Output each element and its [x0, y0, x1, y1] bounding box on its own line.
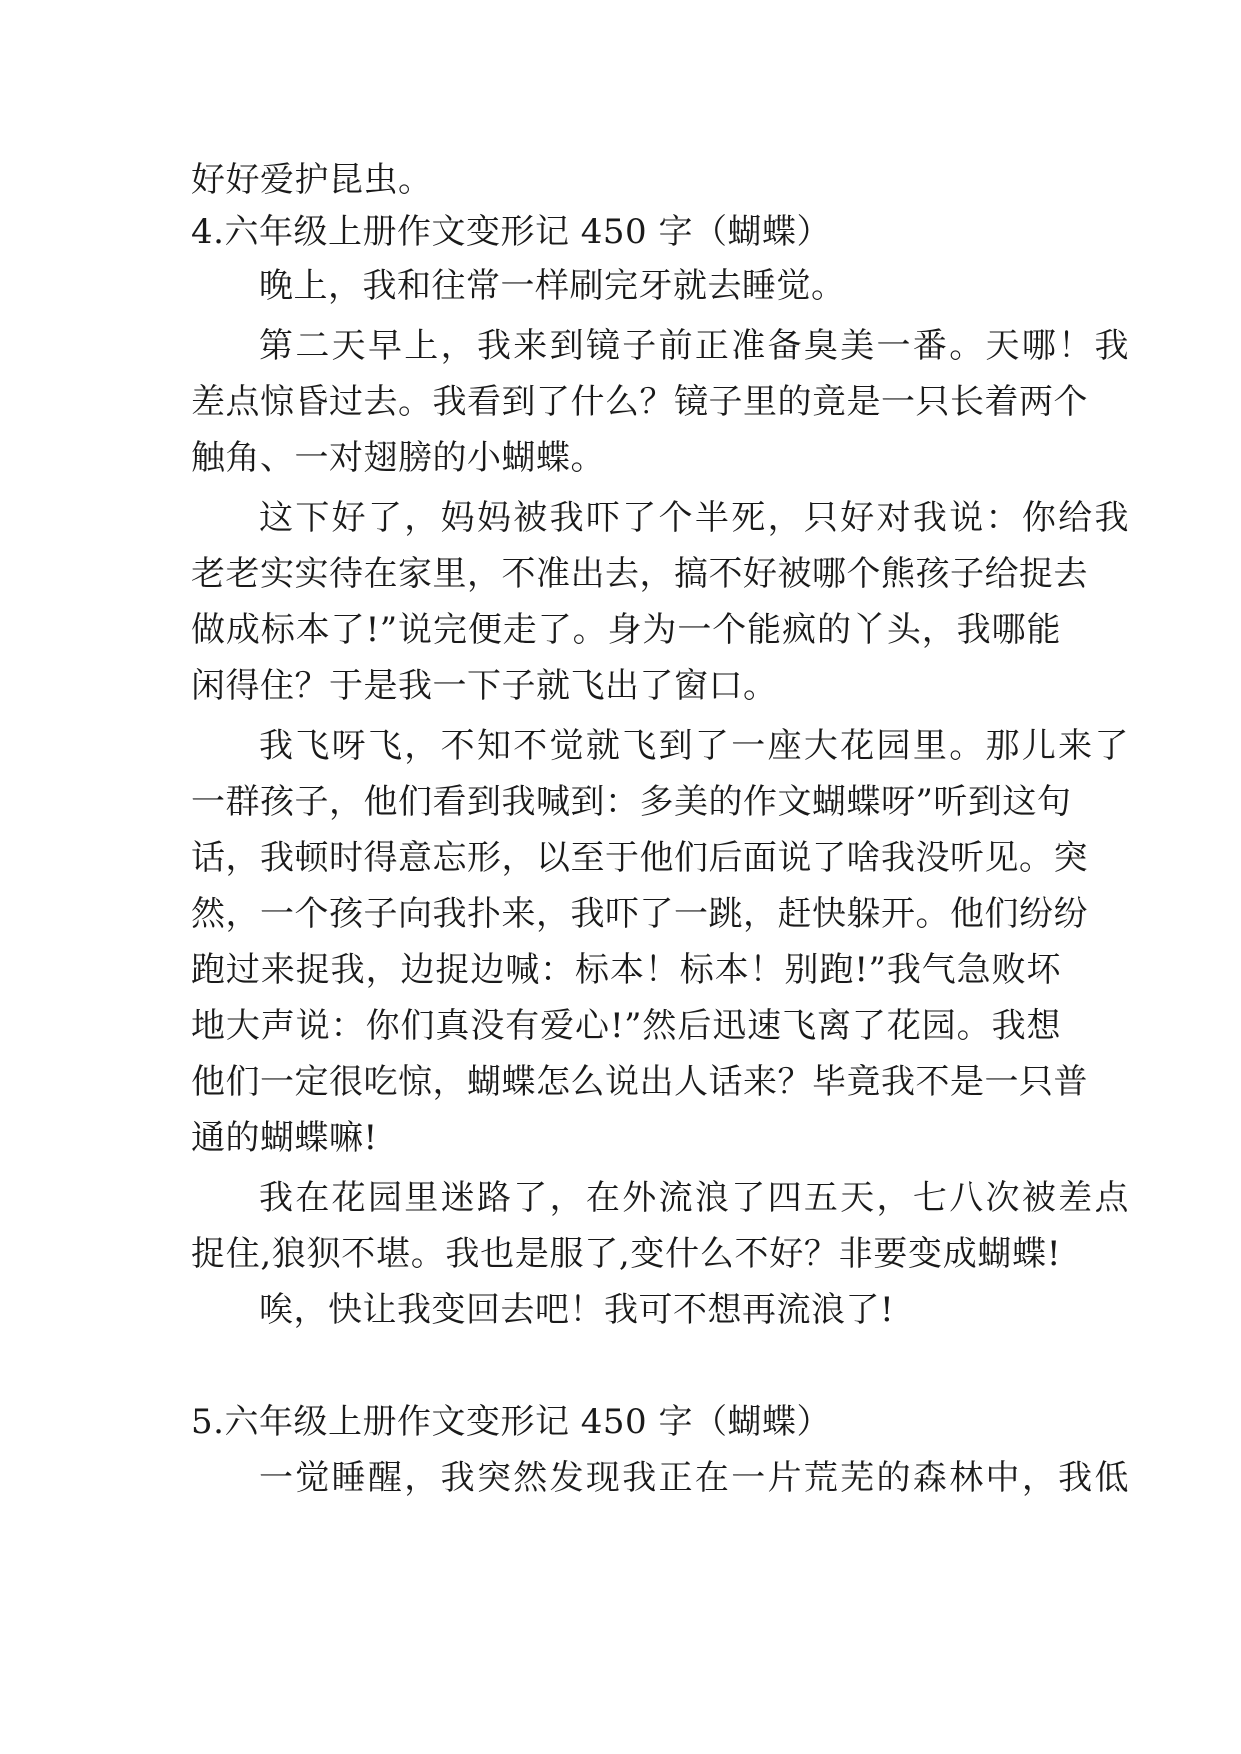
blank-line: [191, 1350, 1061, 1390]
text-line: 通的蝴蝶嘛!: [191, 1118, 378, 1158]
paragraph-line: 唉，快让我变回去吧！我可不想再流浪了!: [259, 1290, 895, 1330]
paragraph-line: 我飞呀飞，不知不觉就飞到了一座大花园里。那儿来了: [259, 726, 1129, 766]
section-heading: 4.六年级上册作文变形记 450 字（蝴蝶）: [191, 212, 831, 252]
text-line: 触角、一对翅膀的小蝴蝶。: [191, 438, 605, 478]
text-line: 捉住,狼狈不堪。我也是服了,变什么不好？非要变成蝴蝶!: [191, 1234, 1061, 1274]
paragraph-line: 这下好了，妈妈被我吓了个半死，只好对我说：你给我: [259, 498, 1129, 538]
paragraph-line: 我在花园里迷路了，在外流浪了四五天，七八次被差点: [259, 1178, 1129, 1218]
paragraph-line: 晚上，我和往常一样刷完牙就去睡觉。: [259, 266, 846, 306]
text-line: 好好爱护昆虫。: [191, 160, 433, 200]
text-line: 话，我顿时得意忘形，以至于他们后面说了啥我没听见。突: [191, 838, 1088, 878]
section-heading: 5.六年级上册作文变形记 450 字（蝴蝶）: [191, 1402, 831, 1442]
text-line: 老老实实待在家里，不准出去，搞不好被哪个熊孩子给捉去: [191, 554, 1088, 594]
text-line: 一群孩子，他们看到我喊到：多美的作文蝴蝶呀”听到这句: [191, 782, 1072, 822]
text-line: 跑过来捉我，边捉边喊：标本！标本！别跑!”我气急败坏: [191, 950, 1061, 990]
paragraph-line: 第二天早上，我来到镜子前正准备臭美一番。天哪！我: [259, 326, 1129, 366]
text-line: 闲得住？于是我一下子就飞出了窗口。: [191, 666, 778, 706]
text-line: 地大声说：你们真没有爱心!”然后迅速飞离了花园。我想: [191, 1006, 1061, 1046]
paragraph-line: 一觉睡醒，我突然发现我正在一片荒芜的森林中，我低: [259, 1458, 1129, 1498]
text-line: 做成标本了!”说完便走了。身为一个能疯的丫头，我哪能: [191, 610, 1061, 650]
text-line: 差点惊昏过去。我看到了什么？镜子里的竟是一只长着两个: [191, 382, 1088, 422]
text-line: 他们一定很吃惊，蝴蝶怎么说出人话来？毕竟我不是一只普: [191, 1062, 1088, 1102]
text-line: 然，一个孩子向我扑来，我吓了一跳，赶快躲开。他们纷纷: [191, 894, 1088, 934]
